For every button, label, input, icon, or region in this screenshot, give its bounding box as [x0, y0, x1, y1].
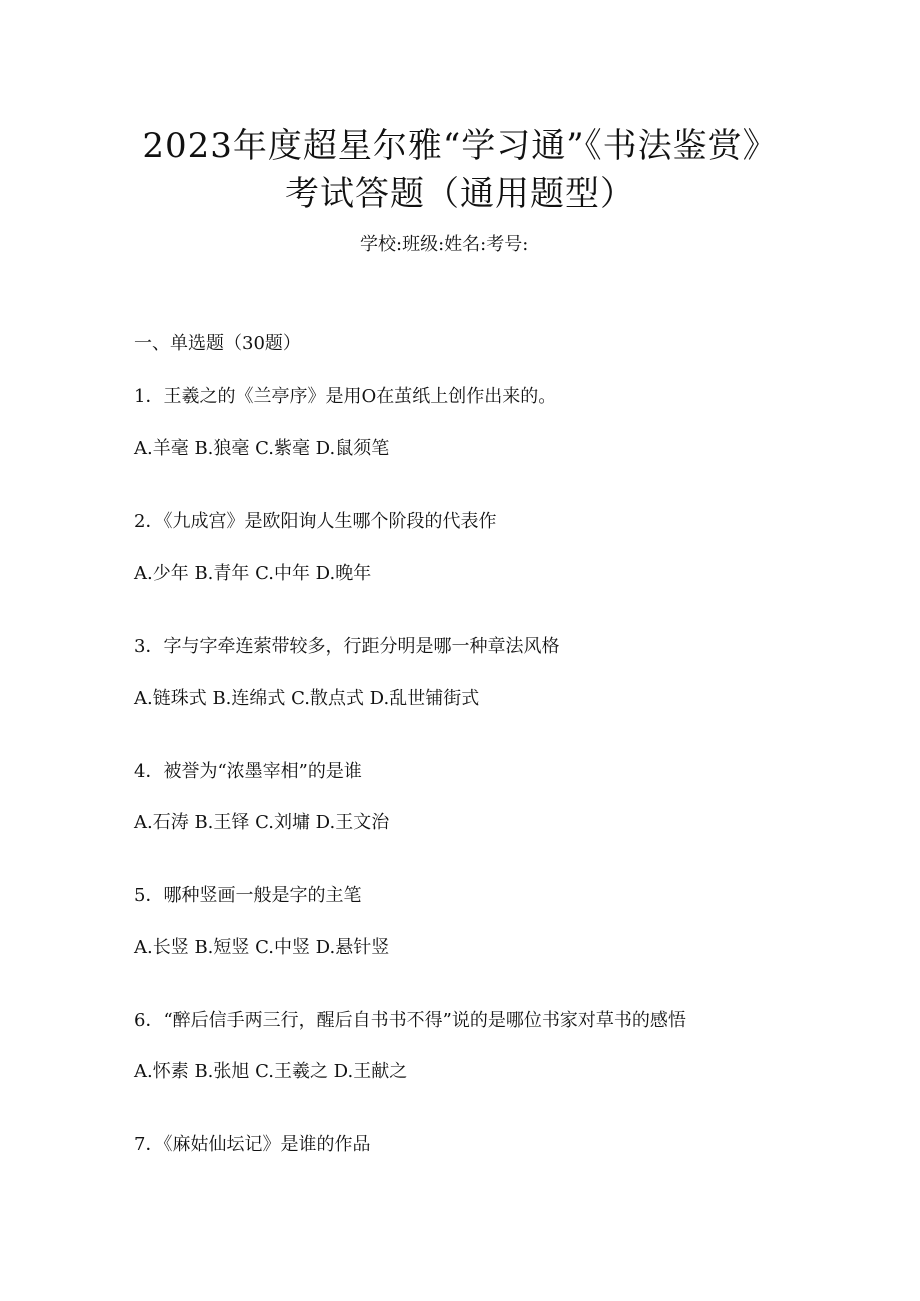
question-3-stem: 3．字与字牵连萦带较多，行距分明是哪一种章法风格: [134, 636, 560, 657]
title-line-1: 2023年度超星尔雅“学习通”《书法鉴赏》: [142, 126, 778, 166]
question-7-stem: 7．《麻姑仙坛记》是谁的作品: [134, 1134, 371, 1155]
question-1-options: A.羊毫 B.狼毫 C.紫毫 D.鼠须笔: [134, 438, 390, 459]
question-5-stem: 5．哪种竖画一般是字的主笔: [134, 885, 362, 906]
question-2-options: A.少年 B.青年 C.中年 D.晚年: [134, 563, 372, 584]
question-3-options: A.链珠式 B.连绵式 C.散点式 D.乱世铺街式: [134, 688, 480, 709]
question-1-stem: 1．王羲之的《兰亭序》是用O在茧纸上创作出来的。: [134, 386, 557, 407]
student-info-line: 学校:班级:姓名:考号:: [360, 234, 529, 255]
question-6-options: A.怀素 B.张旭 C.王羲之 D.王献之: [134, 1061, 408, 1082]
question-4-options: A.石涛 B.王铎 C.刘墉 D.王文治: [134, 812, 390, 833]
question-5-options: A.长竖 B.短竖 C.中竖 D.悬针竖: [134, 937, 390, 958]
question-2-stem: 2．《九成宫》是欧阳询人生哪个阶段的代表作: [134, 511, 497, 532]
section-heading: 一、单选题（30题）: [134, 333, 301, 354]
question-6-stem: 6．“醉后信手两三行，醒后自书书不得”说的是哪位书家对草书的感悟: [134, 1010, 686, 1031]
title-line-2: 考试答题（通用题型）: [285, 174, 635, 214]
question-4-stem: 4．被誉为“浓墨宰相”的是谁: [134, 761, 362, 782]
